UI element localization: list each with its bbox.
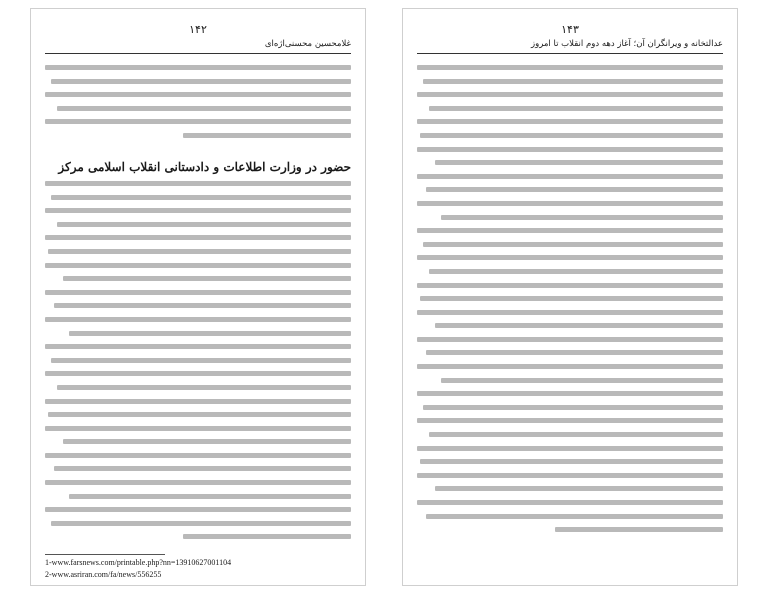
section-heading: حضور در وزارت اطلاعات و دادستانی انقلاب اسلامی مرکز: [58, 160, 351, 174]
text-line-placeholder: [48, 412, 351, 417]
text-line-placeholder: [420, 459, 723, 464]
text-line-placeholder: [435, 160, 723, 165]
text-line-placeholder: [45, 208, 351, 213]
text-line-placeholder: [417, 418, 723, 423]
footnote-rule: [45, 554, 165, 555]
text-line-placeholder: [417, 201, 723, 206]
text-line-placeholder: [45, 65, 351, 70]
text-line-placeholder: [45, 453, 351, 458]
text-line-placeholder: [426, 514, 723, 519]
text-line-placeholder: [51, 358, 351, 363]
text-line-placeholder: [45, 507, 351, 512]
page-number: ۱۴۳: [561, 23, 579, 36]
footnote: 2-www.asriran.com/fa/news/556255: [45, 570, 162, 579]
text-line-placeholder: [426, 187, 723, 192]
text-line-placeholder: [54, 303, 351, 308]
text-line-placeholder: [183, 133, 351, 138]
body-text-block: [45, 65, 351, 147]
body-text-block: [45, 181, 351, 548]
text-line-placeholder: [183, 534, 351, 539]
text-line-placeholder: [429, 432, 723, 437]
text-line-placeholder: [45, 344, 351, 349]
text-line-placeholder: [48, 249, 351, 254]
text-line-placeholder: [417, 364, 723, 369]
body-text-block: [417, 65, 723, 541]
text-line-placeholder: [441, 215, 723, 220]
text-line-placeholder: [417, 174, 723, 179]
text-line-placeholder: [420, 296, 723, 301]
text-line-placeholder: [69, 494, 351, 499]
footnote: 1-www.farsnews.com/printable.php?nn=13910627001104: [45, 558, 232, 567]
text-line-placeholder: [429, 106, 723, 111]
text-line-placeholder: [57, 222, 351, 227]
text-line-placeholder: [417, 255, 723, 260]
text-line-placeholder: [51, 521, 351, 526]
text-line-placeholder: [420, 133, 723, 138]
header-rule: [417, 53, 723, 54]
text-line-placeholder: [441, 378, 723, 383]
text-line-placeholder: [57, 385, 351, 390]
text-line-placeholder: [45, 317, 351, 322]
text-line-placeholder: [54, 466, 351, 471]
right-page: [402, 8, 738, 586]
running-head: عدالتخانه و ویرانگران آن؛ آغاز دهه دوم انقلاب تا امروز: [530, 39, 723, 49]
text-line-placeholder: [429, 269, 723, 274]
text-line-placeholder: [45, 119, 351, 124]
text-line-placeholder: [417, 500, 723, 505]
text-line-placeholder: [45, 371, 351, 376]
text-line-placeholder: [423, 242, 723, 247]
text-line-placeholder: [423, 405, 723, 410]
text-line-placeholder: [417, 65, 723, 70]
header-rule: [45, 53, 351, 54]
text-line-placeholder: [51, 79, 351, 84]
running-head: غلامحسین محسنی‌اژه‌ای: [264, 39, 351, 49]
text-line-placeholder: [435, 486, 723, 491]
left-page: [30, 8, 366, 586]
text-line-placeholder: [57, 106, 351, 111]
text-line-placeholder: [45, 480, 351, 485]
text-line-placeholder: [417, 283, 723, 288]
text-line-placeholder: [435, 323, 723, 328]
text-line-placeholder: [69, 331, 351, 336]
text-line-placeholder: [417, 228, 723, 233]
text-line-placeholder: [555, 527, 723, 532]
text-line-placeholder: [45, 426, 351, 431]
text-line-placeholder: [45, 235, 351, 240]
text-line-placeholder: [45, 92, 351, 97]
text-line-placeholder: [45, 290, 351, 295]
text-line-placeholder: [51, 195, 351, 200]
text-line-placeholder: [423, 79, 723, 84]
text-line-placeholder: [417, 473, 723, 478]
text-line-placeholder: [417, 391, 723, 396]
text-line-placeholder: [417, 147, 723, 152]
text-line-placeholder: [417, 337, 723, 342]
text-line-placeholder: [45, 399, 351, 404]
text-line-placeholder: [417, 92, 723, 97]
text-line-placeholder: [417, 119, 723, 124]
text-line-placeholder: [45, 181, 351, 186]
page-number: ۱۴۲: [189, 23, 207, 36]
text-line-placeholder: [63, 276, 351, 281]
text-line-placeholder: [45, 263, 351, 268]
text-line-placeholder: [417, 446, 723, 451]
text-line-placeholder: [417, 310, 723, 315]
text-line-placeholder: [426, 350, 723, 355]
text-line-placeholder: [63, 439, 351, 444]
